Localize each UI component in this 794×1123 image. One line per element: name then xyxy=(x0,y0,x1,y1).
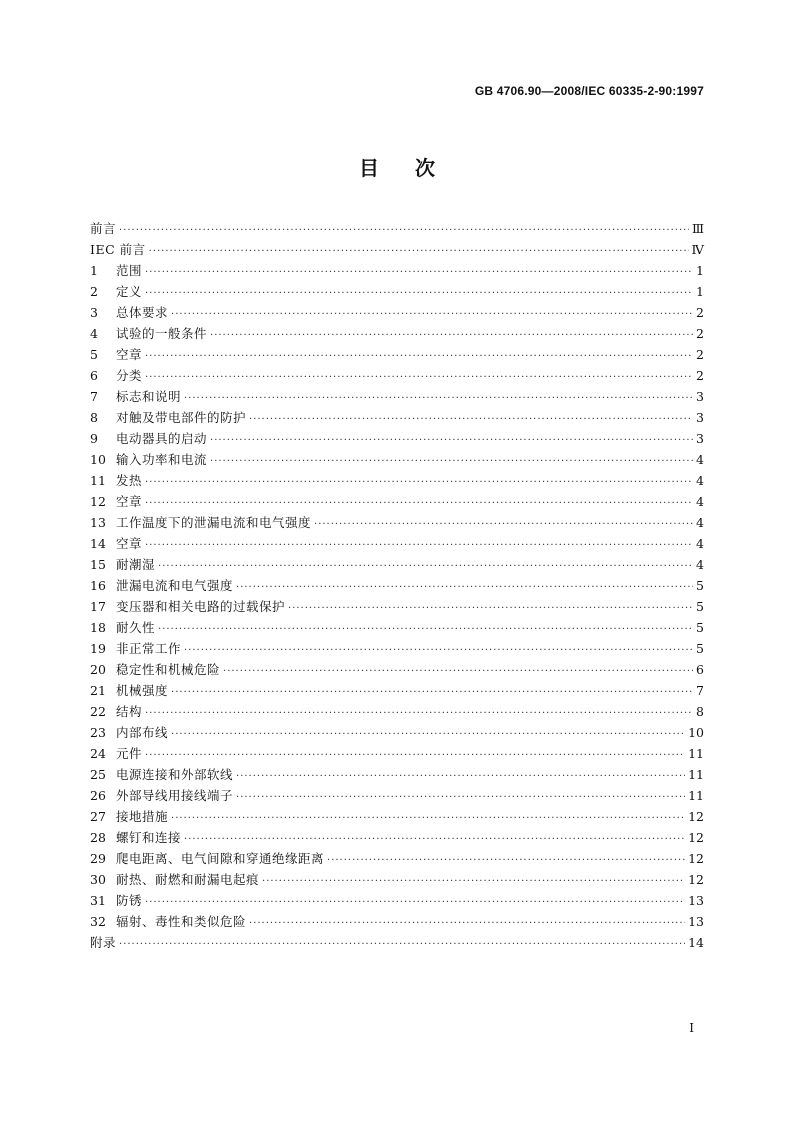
toc-entry-title: 试验的一般条件 xyxy=(116,326,208,341)
toc-dot-leader xyxy=(236,766,685,787)
toc-entry[interactable] xyxy=(90,512,704,533)
toc-dot-leader xyxy=(171,682,693,703)
toc-entry[interactable] xyxy=(90,239,704,260)
toc-dot-leader xyxy=(145,346,693,367)
toc-dot-leader xyxy=(184,640,693,661)
toc-entry-page: 7 xyxy=(696,683,704,698)
toc-entry-title: 电源连接和外部软线 xyxy=(116,767,234,782)
toc-entry-number: 11 xyxy=(90,473,106,488)
title-part-2: 次 xyxy=(415,156,435,180)
toc-entry-page: 12 xyxy=(688,809,704,824)
toc-entry-number: 20 xyxy=(90,662,106,677)
toc-entry-number: 5 xyxy=(90,347,98,362)
toc-dot-leader xyxy=(249,409,693,430)
toc-dot-leader xyxy=(223,661,693,682)
toc-entry-title: 外部导线用接线端子 xyxy=(116,788,234,803)
toc-entry-number: 21 xyxy=(90,683,106,698)
toc-entry-number: 22 xyxy=(90,704,106,719)
toc-dot-leader xyxy=(145,283,693,304)
toc-entry-title: 空章 xyxy=(116,536,143,551)
toc-entry-page: 11 xyxy=(688,746,704,761)
toc-entry[interactable] xyxy=(90,407,704,428)
toc-entry-number: 4 xyxy=(90,326,98,341)
toc-dot-leader xyxy=(288,598,693,619)
toc-entry-number: 30 xyxy=(90,872,106,887)
toc-entry-title: 分类 xyxy=(116,368,143,383)
toc-dot-leader xyxy=(210,451,693,472)
toc-entry-page: 3 xyxy=(696,410,704,425)
toc-dot-leader xyxy=(171,808,685,829)
toc-dot-leader xyxy=(145,472,693,493)
toc-entry-title: 标志和说明 xyxy=(116,389,182,404)
toc-dot-leader xyxy=(184,388,693,409)
toc-entry-number: 29 xyxy=(90,851,106,866)
toc-entry[interactable] xyxy=(90,680,704,701)
toc-dot-leader xyxy=(171,724,685,745)
toc-entry[interactable] xyxy=(90,365,704,386)
toc-entry[interactable] xyxy=(90,218,704,239)
toc-dot-leader xyxy=(145,892,685,913)
toc-entry-page: Ⅳ xyxy=(691,242,704,257)
toc-dot-leader xyxy=(119,220,689,241)
toc-dot-leader xyxy=(145,262,693,283)
toc-entry-number: 2 xyxy=(90,284,98,299)
toc-entry-page: 4 xyxy=(696,557,704,572)
toc-entry[interactable] xyxy=(90,764,704,785)
toc-entry-page: 13 xyxy=(688,893,704,908)
toc-entry[interactable] xyxy=(90,806,704,827)
toc-entry-number: 24 xyxy=(90,746,106,761)
table-of-contents xyxy=(90,218,704,953)
toc-entry-page: 13 xyxy=(688,914,704,929)
toc-entry[interactable] xyxy=(90,932,704,953)
toc-entry-page: 1 xyxy=(696,263,704,278)
toc-entry-title: 耐潮湿 xyxy=(116,557,156,572)
toc-entry-number: 3 xyxy=(90,305,98,320)
toc-entry-page: 3 xyxy=(696,389,704,404)
toc-dot-leader xyxy=(236,577,693,598)
toc-entry-number: 19 xyxy=(90,641,106,656)
toc-entry-title: 总体要求 xyxy=(116,305,169,320)
toc-entry[interactable] xyxy=(90,890,704,911)
toc-entry-page: 4 xyxy=(696,473,704,488)
toc-dot-leader xyxy=(327,850,685,871)
toc-entry-page: 12 xyxy=(688,872,704,887)
toc-entry[interactable] xyxy=(90,554,704,575)
toc-entry-title: 范围 xyxy=(116,263,143,278)
toc-entry[interactable] xyxy=(90,428,704,449)
toc-dot-leader xyxy=(171,304,693,325)
toc-entry[interactable] xyxy=(90,659,704,680)
toc-entry-number: 31 xyxy=(90,893,106,908)
toc-entry-page: 5 xyxy=(696,620,704,635)
toc-entry-title: 工作温度下的泄漏电流和电气强度 xyxy=(116,515,312,530)
standard-code-header: GB 4706.90—2008/IEC 60335-2-90:1997 xyxy=(474,84,704,98)
toc-entry-page: 5 xyxy=(696,599,704,614)
toc-entry-title: 辐射、毒性和类似危险 xyxy=(116,914,247,929)
title-part-1: 目 xyxy=(359,156,379,180)
toc-entry-title: 定义 xyxy=(116,284,143,299)
toc-entry-page: 3 xyxy=(696,431,704,446)
toc-entry-page: 8 xyxy=(696,704,704,719)
toc-entry[interactable] xyxy=(90,617,704,638)
toc-entry-number: 15 xyxy=(90,557,106,572)
toc-entry[interactable] xyxy=(90,281,704,302)
toc-entry[interactable] xyxy=(90,302,704,323)
toc-dot-leader xyxy=(145,703,693,724)
toc-entry-page: 11 xyxy=(688,788,704,803)
toc-entry-title: 结构 xyxy=(116,704,143,719)
toc-dot-leader xyxy=(158,619,693,640)
toc-entry[interactable] xyxy=(90,701,704,722)
toc-entry[interactable] xyxy=(90,743,704,764)
toc-entry-page: 5 xyxy=(696,578,704,593)
toc-entry-page: 4 xyxy=(696,494,704,509)
toc-entry-title: 元件 xyxy=(116,746,143,761)
toc-entry-title: 防锈 xyxy=(116,893,143,908)
toc-dot-leader xyxy=(145,493,693,514)
toc-entry-page: 6 xyxy=(696,662,704,677)
toc-entry-number: 23 xyxy=(90,725,106,740)
toc-entry-number: 16 xyxy=(90,578,106,593)
toc-entry[interactable] xyxy=(90,722,704,743)
toc-entry-number: 32 xyxy=(90,914,106,929)
toc-entry-title: 耐热、耐燃和耐漏电起痕 xyxy=(116,872,260,887)
toc-entry-title: 前言 xyxy=(90,221,117,236)
toc-entry-title: 空章 xyxy=(116,494,143,509)
toc-entry-number: 6 xyxy=(90,368,98,383)
toc-entry-number: 28 xyxy=(90,830,106,845)
toc-entry-title: 机械强度 xyxy=(116,683,169,698)
toc-entry[interactable] xyxy=(90,638,704,659)
toc-entry-number: 12 xyxy=(90,494,106,509)
toc-dot-leader xyxy=(210,430,693,451)
toc-entry-title: IEC 前言 xyxy=(90,242,146,257)
toc-entry-number: 27 xyxy=(90,809,106,824)
toc-entry-page: 4 xyxy=(696,536,704,551)
toc-dot-leader xyxy=(184,829,685,850)
toc-dot-leader xyxy=(149,241,689,262)
toc-entry-number: 17 xyxy=(90,599,106,614)
toc-entry-number: 13 xyxy=(90,515,106,530)
toc-entry-page: 14 xyxy=(688,935,704,950)
page-number: I xyxy=(689,1021,694,1035)
toc-entry[interactable] xyxy=(90,449,704,470)
toc-dot-leader xyxy=(262,871,685,892)
toc-entry[interactable] xyxy=(90,260,704,281)
toc-dot-leader xyxy=(314,514,693,535)
toc-entry[interactable] xyxy=(90,575,704,596)
toc-entry-title: 变压器和相关电路的过载保护 xyxy=(116,599,286,614)
toc-entry[interactable] xyxy=(90,344,704,365)
toc-entry-title: 非正常工作 xyxy=(116,641,182,656)
toc-entry-number: 10 xyxy=(90,452,106,467)
toc-entry-page: 2 xyxy=(696,347,704,362)
toc-entry[interactable] xyxy=(90,869,704,890)
toc-dot-leader xyxy=(145,535,693,556)
toc-entry-page: 2 xyxy=(696,368,704,383)
toc-entry-page: 2 xyxy=(696,305,704,320)
toc-entry-number: 9 xyxy=(90,431,98,446)
toc-entry-title: 附录 xyxy=(90,935,117,950)
toc-entry[interactable] xyxy=(90,491,704,512)
toc-entry[interactable] xyxy=(90,596,704,617)
toc-entry[interactable] xyxy=(90,323,704,344)
toc-entry-number: 18 xyxy=(90,620,106,635)
toc-entry-page: Ⅲ xyxy=(691,221,704,236)
toc-dot-leader xyxy=(236,787,685,808)
toc-entry-title: 接地措施 xyxy=(116,809,169,824)
toc-entry[interactable] xyxy=(90,848,704,869)
toc-entry[interactable] xyxy=(90,386,704,407)
toc-entry-title: 发热 xyxy=(116,473,143,488)
toc-entry-title: 空章 xyxy=(116,347,143,362)
toc-entry[interactable] xyxy=(90,911,704,932)
toc-entry-title: 对触及带电部件的防护 xyxy=(116,410,247,425)
toc-entry-page: 4 xyxy=(696,515,704,530)
toc-entry-page: 10 xyxy=(688,725,704,740)
toc-entry-number: 14 xyxy=(90,536,106,551)
toc-entry-page: 2 xyxy=(696,326,704,341)
toc-dot-leader xyxy=(145,367,693,388)
toc-entry-number: 25 xyxy=(90,767,106,782)
toc-dot-leader xyxy=(158,556,693,577)
toc-entry-number: 26 xyxy=(90,788,106,803)
page-title xyxy=(0,152,794,181)
toc-entry-title: 输入功率和电流 xyxy=(116,452,208,467)
toc-entry-title: 耐久性 xyxy=(116,620,156,635)
toc-entry[interactable] xyxy=(90,785,704,806)
toc-entry-title: 稳定性和机械危险 xyxy=(116,662,221,677)
toc-entry-page: 12 xyxy=(688,851,704,866)
toc-entry[interactable] xyxy=(90,533,704,554)
toc-entry-number: 1 xyxy=(90,263,98,278)
toc-dot-leader xyxy=(249,913,685,934)
toc-entry-page: 5 xyxy=(696,641,704,656)
toc-entry[interactable] xyxy=(90,827,704,848)
toc-entry-title: 泄漏电流和电气强度 xyxy=(116,578,234,593)
toc-entry-page: 1 xyxy=(696,284,704,299)
toc-entry-title: 电动器具的启动 xyxy=(116,431,208,446)
toc-entry[interactable] xyxy=(90,470,704,491)
toc-entry-title: 螺钉和连接 xyxy=(116,830,182,845)
toc-entry-page: 11 xyxy=(688,767,704,782)
toc-entry-title: 内部布线 xyxy=(116,725,169,740)
toc-entry-number: 7 xyxy=(90,389,98,404)
toc-dot-leader xyxy=(210,325,693,346)
toc-dot-leader xyxy=(145,745,685,766)
toc-dot-leader xyxy=(119,934,685,955)
toc-entry-page: 12 xyxy=(688,830,704,845)
toc-entry-number: 8 xyxy=(90,410,98,425)
toc-entry-title: 爬电距离、电气间隙和穿通绝缘距离 xyxy=(116,851,325,866)
toc-entry-page: 4 xyxy=(696,452,704,467)
